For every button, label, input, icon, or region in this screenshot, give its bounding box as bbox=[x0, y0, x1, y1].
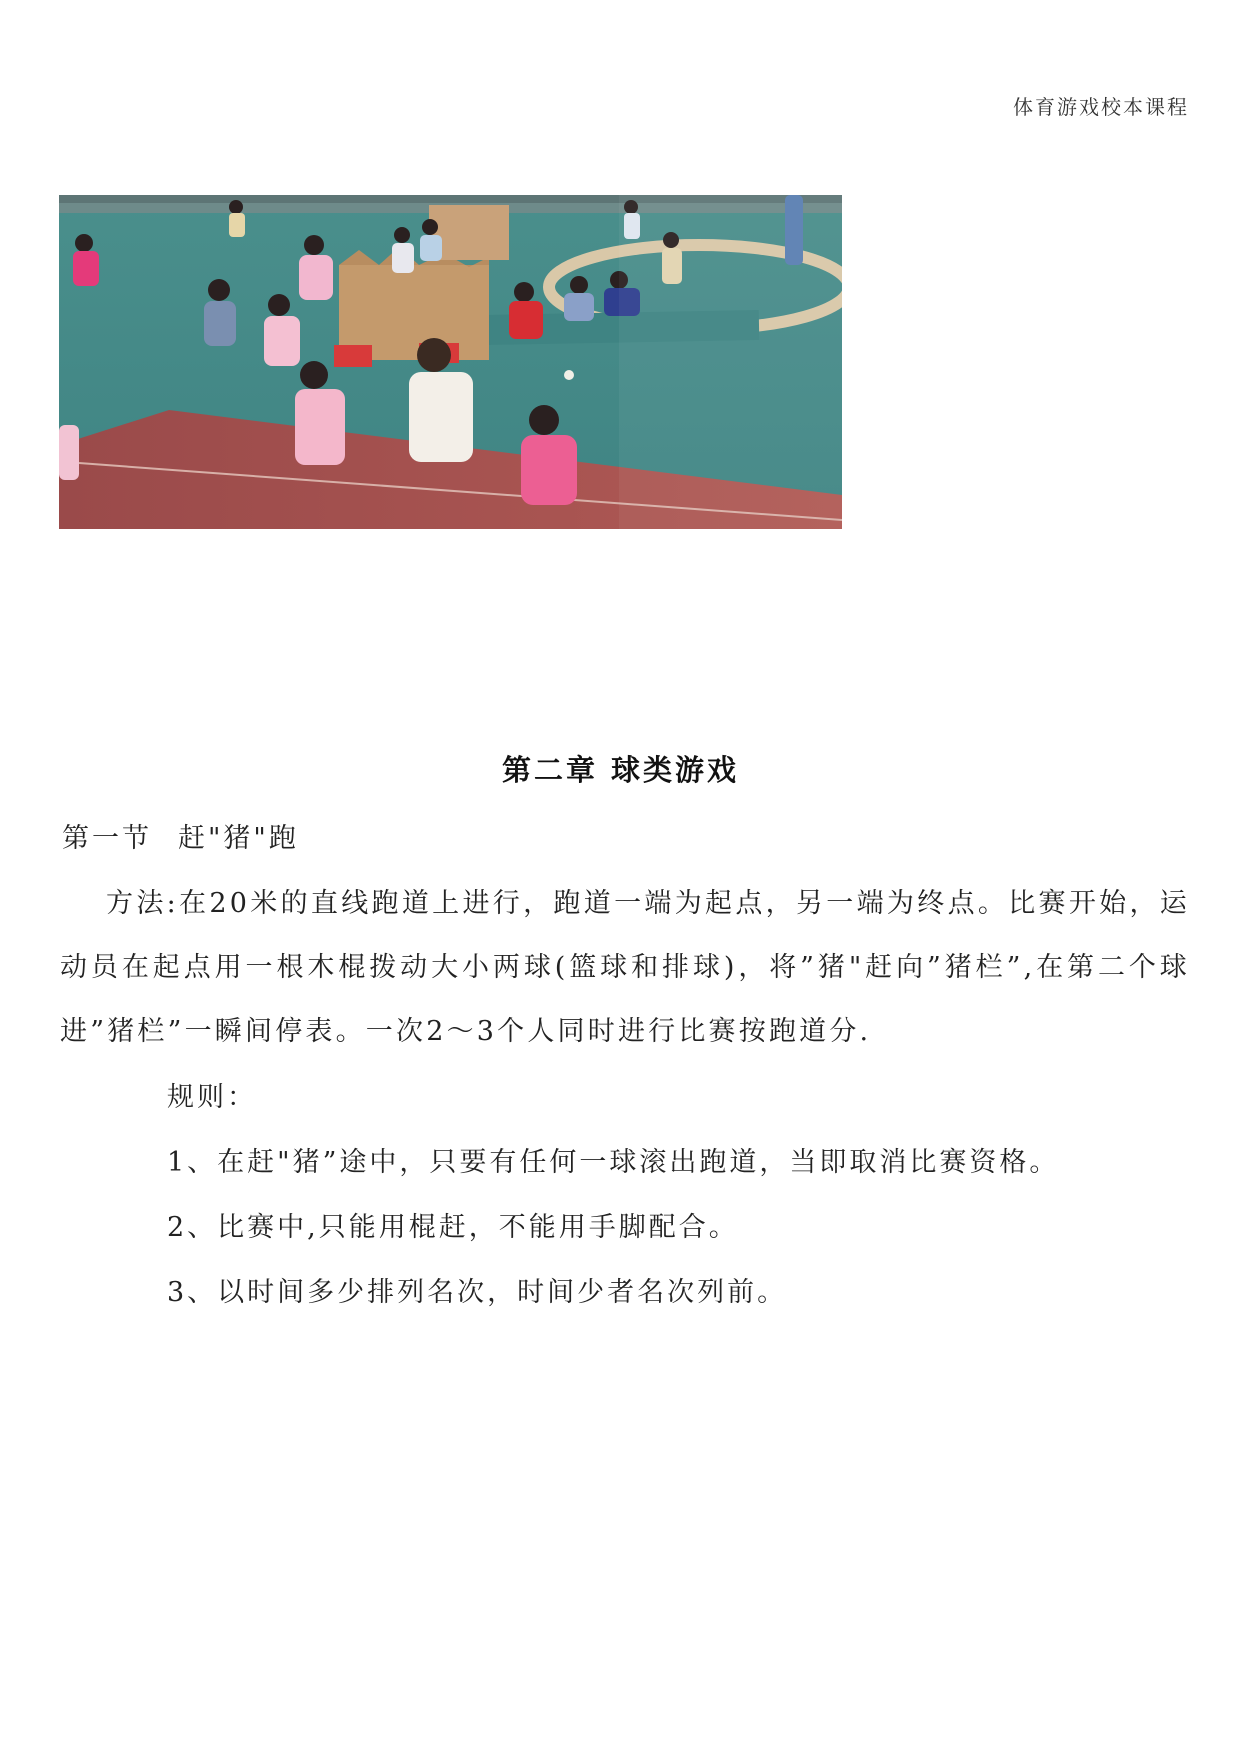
rule-item: 1、在赶"猪”途中，只要有任何一球滚出跑道，当即取消比赛资格。 bbox=[167, 1147, 1060, 1178]
page-header-title: 体育游戏校本课程 bbox=[1013, 95, 1189, 119]
section-heading bbox=[62, 816, 299, 855]
chapter-title: 第二章 球类游戏 bbox=[501, 753, 740, 787]
rules-heading: 规则： bbox=[167, 1082, 257, 1113]
rule-item: 2、比赛中,只能用棍赶，不能用手脚配合。 bbox=[167, 1212, 739, 1243]
method-paragraph: 方法:在20米的直线跑道上进行，跑道一端为起点，另一端为终点。比赛开始，运动员在起点用一根木棍拨动大小两球(篮球和排球)，将”猪"赶向”猪栏”,在第二个球进”猪栏”一瞬间停表。一次2～3个人同时进行比赛按跑道分. bbox=[60, 888, 1190, 1047]
section-name: 赶"猪"跑 bbox=[178, 823, 299, 854]
rule-item: 3、以时间多少排列名次，时间少者名次列前。 bbox=[167, 1277, 788, 1308]
section-number: 第一节 bbox=[62, 823, 152, 854]
playground-photo bbox=[59, 195, 842, 529]
